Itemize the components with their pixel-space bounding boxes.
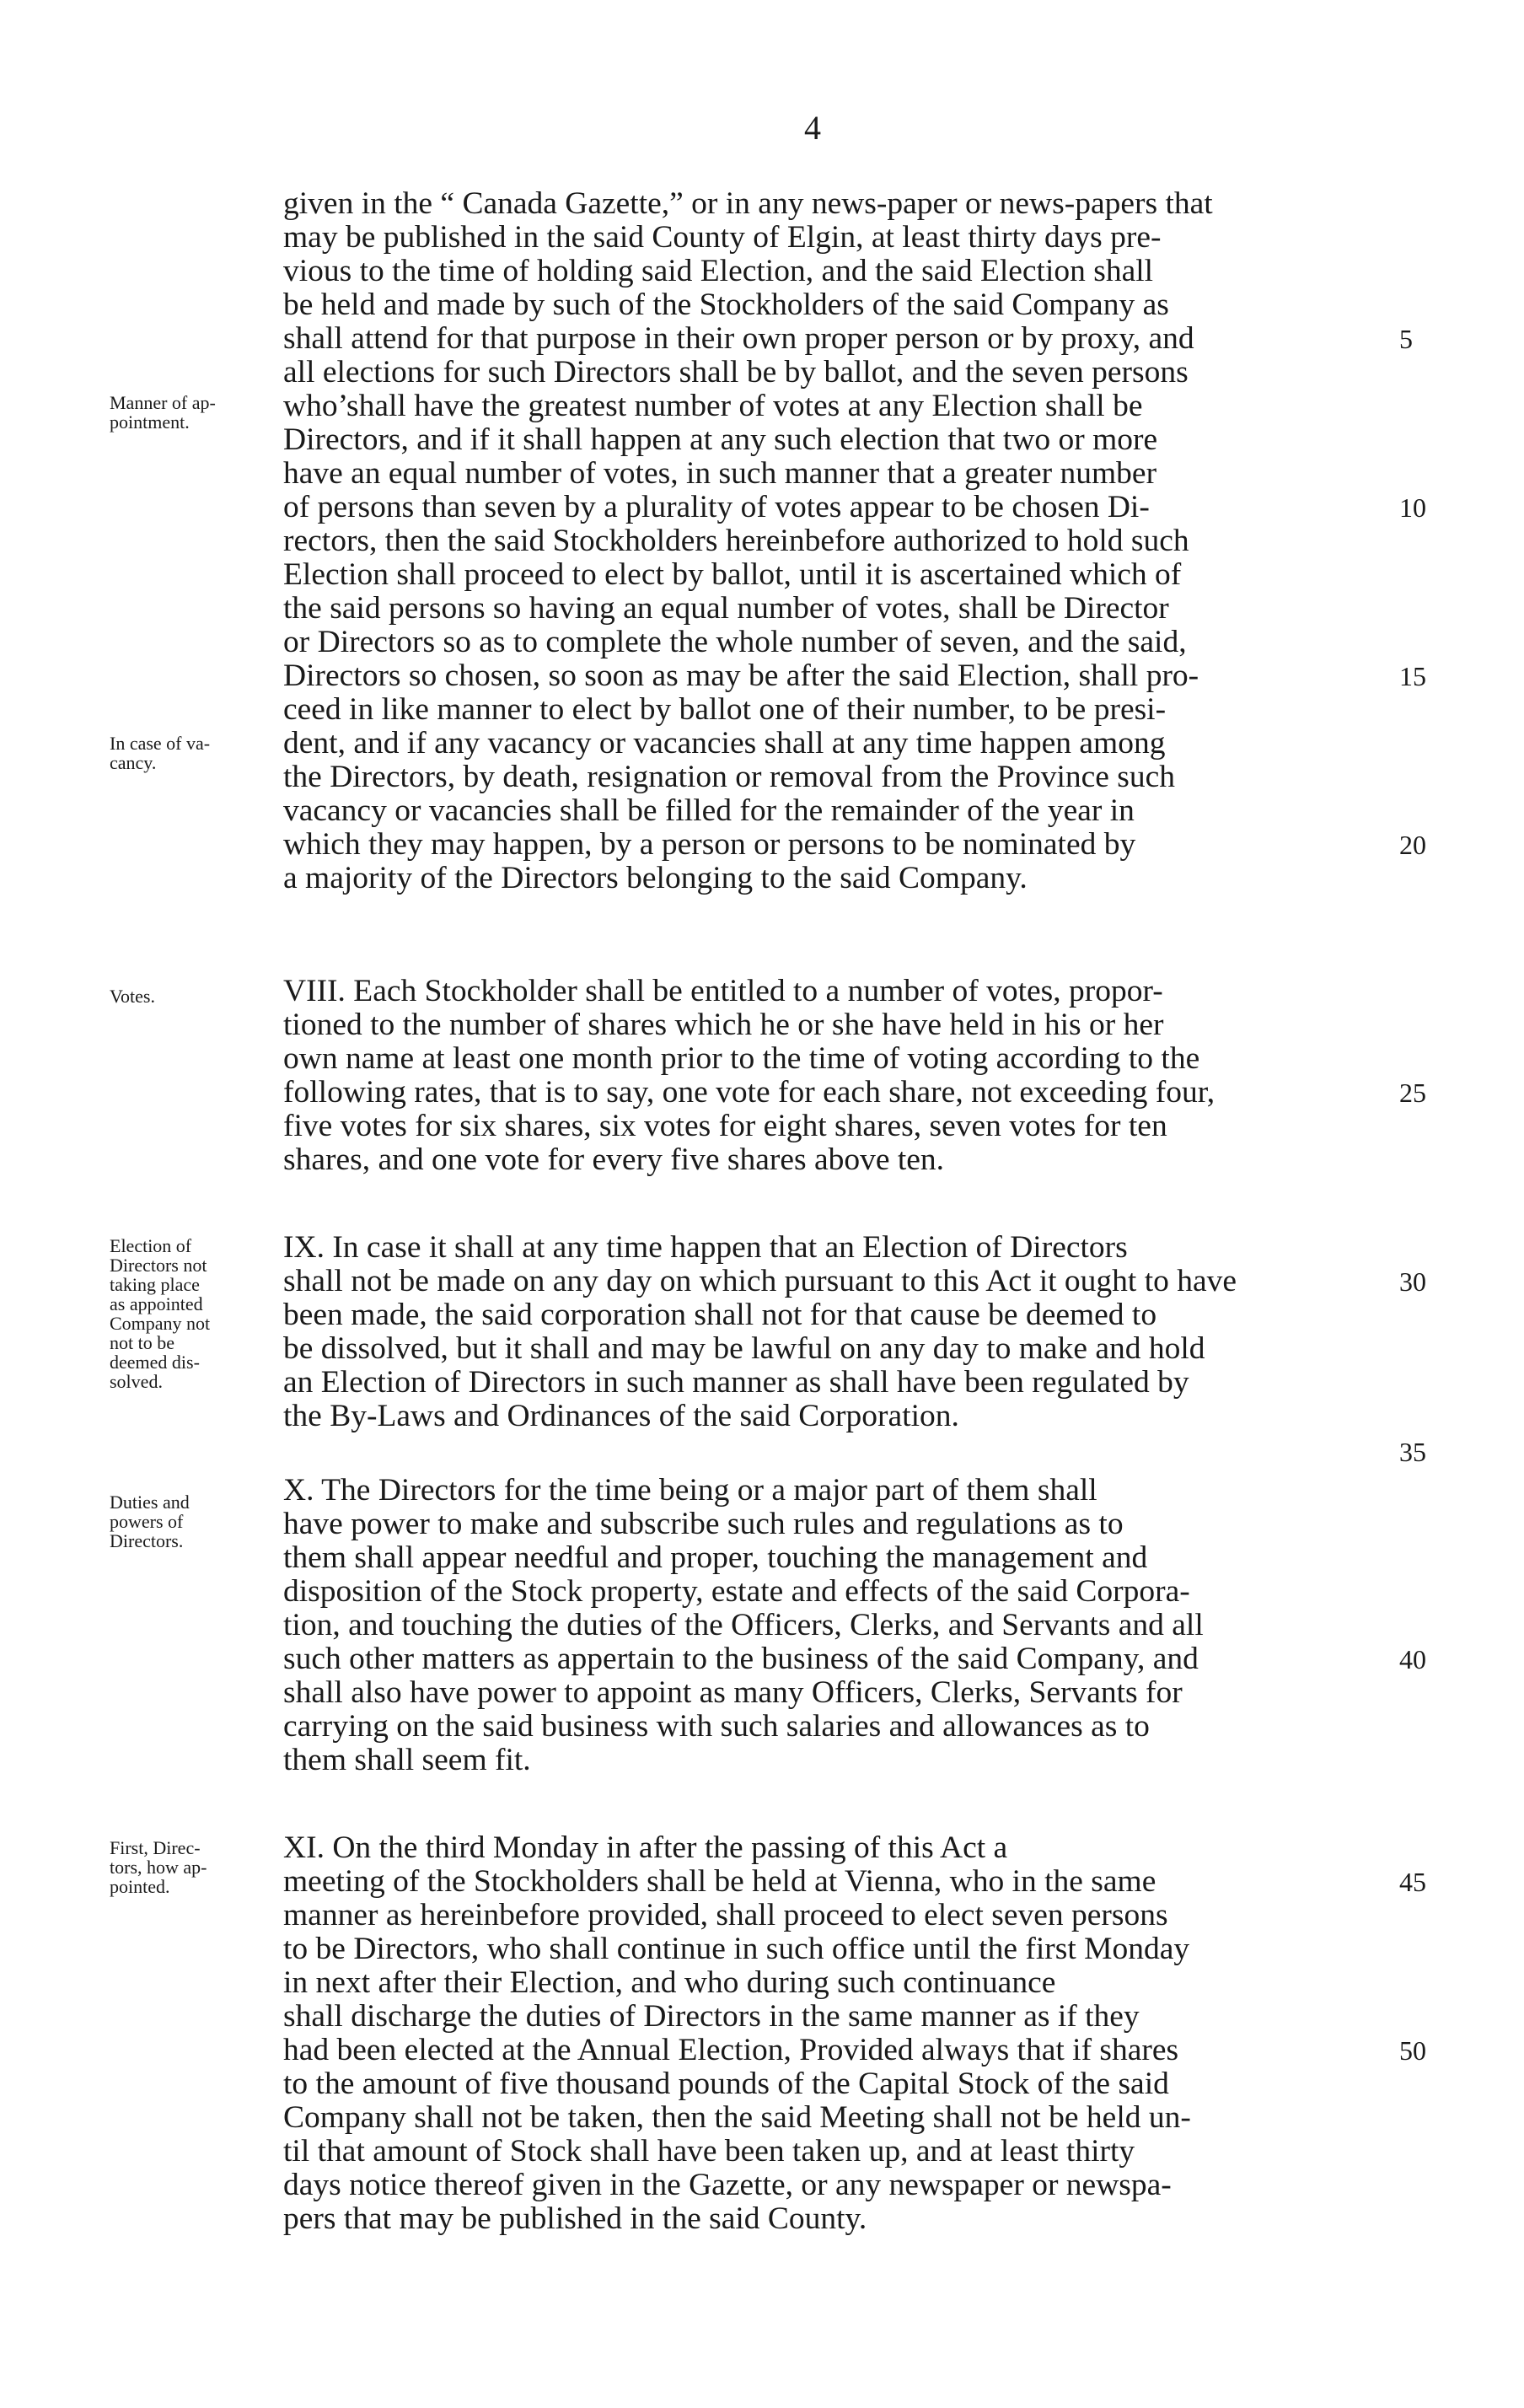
paragraph-line: shall attend for that purpose in their own proper person or by proxy, and — [283, 321, 1194, 356]
paragraph-line: Directors, and if it shall happen at any such election that two or more — [283, 422, 1158, 457]
margin-note-line: In case of va- — [110, 733, 211, 754]
paragraph-line: or Directors so as to complete the whole number of seven, and the said, — [283, 625, 1187, 659]
paragraph-line: til that amount of Stock shall have been taken up, and at least thirty — [283, 2134, 1135, 2169]
paragraph-line: in next after their Election, and who during such continuance — [283, 1965, 1056, 2000]
margin-note-line: pointment. — [110, 411, 190, 433]
paragraph-line: them shall appear needful and proper, touching the management and — [283, 1540, 1148, 1575]
paragraph-line: meeting of the Stockholders shall be held at Vienna, who in the same — [283, 1864, 1156, 1899]
paragraph-line: them shall seem fit. — [283, 1743, 531, 1777]
line-number: 25 — [1399, 1078, 1426, 1108]
margin-note-line: solved. — [110, 1371, 163, 1392]
paragraph-line: five votes for six shares, six votes for eight shares, seven votes for ten — [283, 1109, 1167, 1143]
margin-note-line: tors, how ap- — [110, 1857, 207, 1878]
paragraph-line: shares, and one vote for every five shares above ten. — [283, 1142, 945, 1177]
paragraph-line: manner as hereinbefore provided, shall proceed to elect seven persons — [283, 1898, 1168, 1932]
margin-note-line: Company not — [110, 1313, 211, 1334]
paragraph-line: which they may happen, by a person or persons to be nominated by — [283, 827, 1136, 862]
paragraph-line: be held and made by such of the Stockholders of the said Company as — [283, 288, 1169, 322]
line-number: 35 — [1399, 1437, 1426, 1467]
paragraph-line: the By-Laws and Ordinances of the said Corporation. — [283, 1399, 959, 1433]
paragraph-line: had been elected at the Annual Election, Provided always that if shares — [283, 2033, 1179, 2067]
paragraph-line: X. The Directors for the time being or a major part of them shall — [283, 1473, 1097, 1508]
margin-note-line: Duties and — [110, 1492, 190, 1513]
paragraph-line: following rates, that is to say, one vote for each share, not exceeding four, — [283, 1075, 1215, 1110]
paragraph-line: the Directors, by death, resignation or removal from the Province such — [283, 760, 1176, 794]
margin-note-line: not to be — [110, 1332, 174, 1353]
margin-note-line: pointed. — [110, 1876, 170, 1897]
margin-note-line: as appointed — [110, 1293, 203, 1314]
paragraph-line: may be published in the said County of Elgin, at least thirty days pre- — [283, 220, 1162, 255]
line-number: 30 — [1399, 1266, 1426, 1297]
paragraph-line: such other matters as appertain to the business of the said Company, and — [283, 1642, 1199, 1676]
paragraph-line: all elections for such Directors shall be by ballot, and the seven persons — [283, 355, 1189, 390]
line-number: 20 — [1399, 830, 1426, 860]
margin-note-line: Directors. — [110, 1530, 184, 1551]
line-number: 50 — [1399, 2035, 1426, 2066]
paragraph-line: the said persons so having an equal number of votes, shall be Director — [283, 591, 1169, 626]
paragraph-line: ceed in like manner to elect by ballot one of their number, to be presi- — [283, 692, 1167, 727]
paragraph-line: of persons than seven by a plurality of votes appear to be chosen Di- — [283, 490, 1150, 524]
paragraph-line: be dissolved, but it shall and may be lawful on any day to make and hold — [283, 1331, 1205, 1366]
paragraph-line: shall discharge the duties of Directors in the same manner as if they — [283, 1999, 1140, 2034]
paragraph-line: pers that may be published in the said County. — [283, 2201, 867, 2236]
margin-note-line: Directors not — [110, 1255, 207, 1276]
paragraph-line: rectors, then the said Stockholders hereinbefore authorized to hold such — [283, 524, 1189, 558]
paragraph-line: carrying on the said business with such salaries and allowances as to — [283, 1709, 1150, 1744]
margin-note-line: Election of — [110, 1235, 192, 1256]
paragraph-line: dent, and if any vacancy or vacancies shall at any time happen among — [283, 726, 1166, 761]
paragraph-line: vacancy or vacancies shall be filled for the remainder of the year in — [283, 793, 1135, 828]
paragraph-line: have power to make and subscribe such rules and regulations as to — [283, 1507, 1124, 1541]
line-number: 5 — [1399, 324, 1413, 354]
paragraph-line: Election shall proceed to elect by ballot, until it is ascertained which of — [283, 557, 1182, 592]
paragraph-line: been made, the said corporation shall not for that cause be deemed to — [283, 1298, 1157, 1332]
paragraph-line: tioned to the number of shares which he or she have held in his or her — [283, 1008, 1164, 1042]
margin-note-line: cancy. — [110, 752, 157, 773]
paragraph-line: to the amount of five thousand pounds of the Capital Stock of the said — [283, 2067, 1169, 2101]
paragraph-line: disposition of the Stock property, estate and effects of the said Corpora- — [283, 1574, 1190, 1609]
paragraph-line: VIII. Each Stockholder shall be entitled to a number of votes, propor- — [283, 974, 1163, 1008]
paragraph-line: to be Directors, who shall continue in such office until the first Monday — [283, 1932, 1190, 1966]
paragraph-line: who’shall have the greatest number of votes at any Election shall be — [283, 389, 1143, 423]
margin-note-line: taking place — [110, 1274, 200, 1295]
margin-note-line: First, Direc- — [110, 1837, 201, 1858]
paragraph-line: own name at least one month prior to the time of voting according to the — [283, 1041, 1200, 1076]
line-number: 40 — [1399, 1644, 1426, 1674]
margin-note-line: Votes. — [110, 986, 155, 1007]
paragraph-line: an Election of Directors in such manner as shall have been regulated by — [283, 1365, 1189, 1400]
line-number: 15 — [1399, 661, 1426, 691]
margin-note-line: powers of — [110, 1511, 184, 1532]
paragraph-line: Company shall not be taken, then the said Meeting shall not be held un- — [283, 2100, 1191, 2135]
paragraph-line: XI. On the third Monday in after the passing of this Act a — [283, 1830, 1008, 1865]
margin-note-line: deemed dis- — [110, 1352, 200, 1373]
line-number: 45 — [1399, 1867, 1426, 1897]
line-number: 10 — [1399, 492, 1426, 523]
paragraph-line: IX. In case it shall at any time happen that an Election of Directors — [283, 1230, 1128, 1265]
paragraph-line: shall also have power to appoint as many Officers, Clerks, Servants for — [283, 1675, 1183, 1710]
paragraph-line: given in the “ Canada Gazette,” or in any news-paper or news-papers that — [283, 186, 1213, 221]
page-number: 4 — [804, 109, 821, 147]
paragraph-line: have an equal number of votes, in such manner that a greater number — [283, 456, 1157, 491]
paragraph-line: Directors so chosen, so soon as may be after the said Election, shall pro- — [283, 658, 1199, 693]
margin-note-line: Manner of ap- — [110, 392, 216, 413]
paragraph-line: tion, and touching the duties of the Officers, Clerks, and Servants and all — [283, 1608, 1204, 1642]
paragraph-line: days notice thereof given in the Gazette, or any newspaper or newspa- — [283, 2168, 1172, 2202]
paragraph-line: shall not be made on any day on which pursuant to this Act it ought to have — [283, 1264, 1237, 1298]
paragraph-line: a majority of the Directors belonging to the said Company. — [283, 861, 1028, 895]
paragraph-line: vious to the time of holding said Election, and the said Election shall — [283, 254, 1154, 288]
